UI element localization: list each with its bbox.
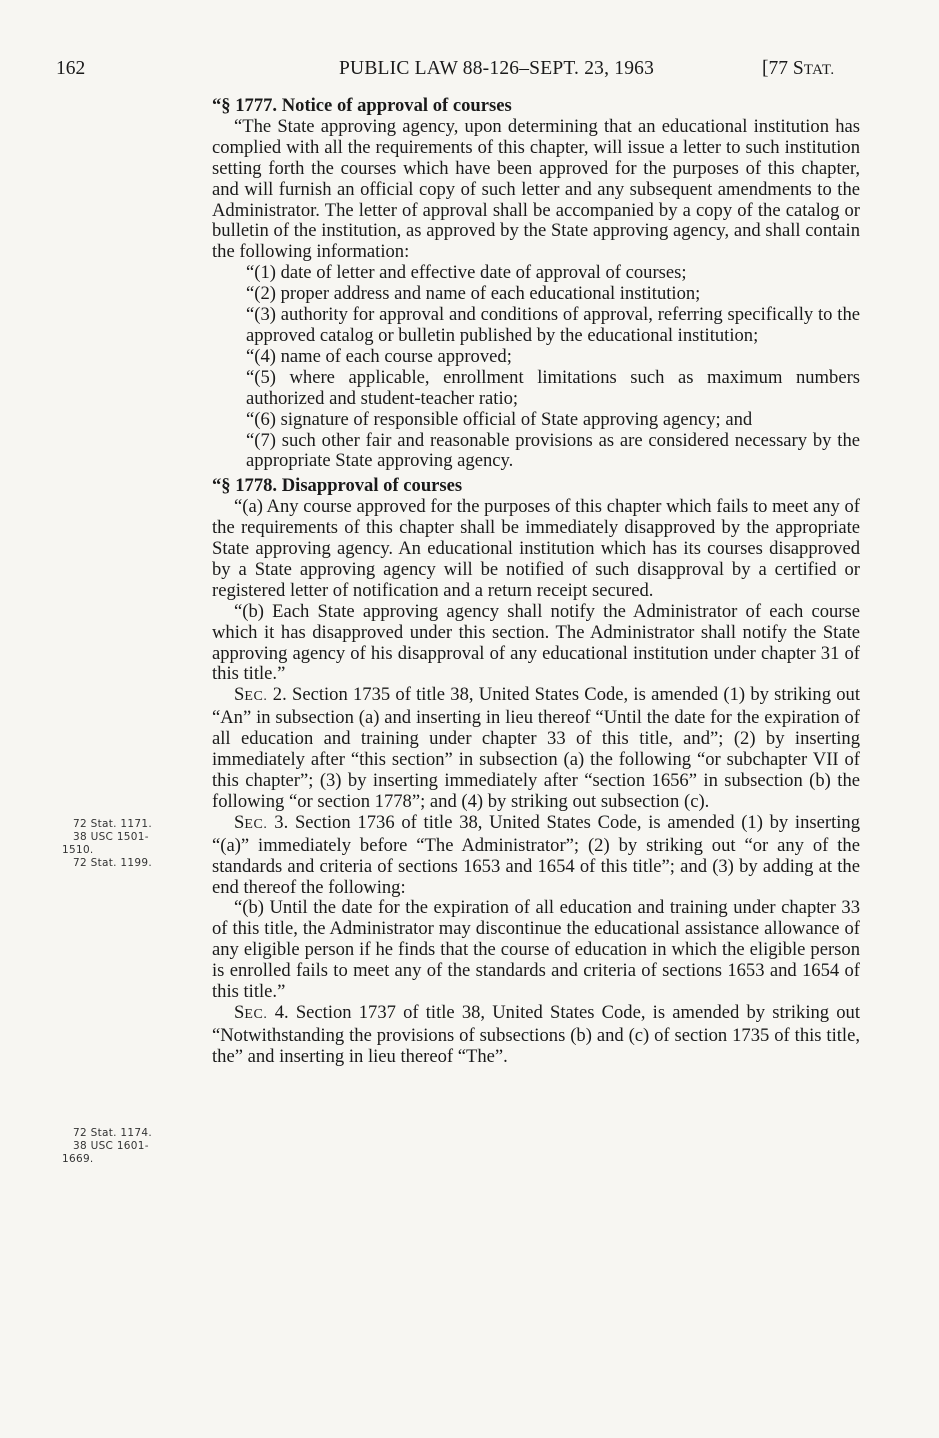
- sec-3-label-rest: EC.: [244, 816, 268, 832]
- sec-4-label-rest: EC.: [244, 1006, 268, 1022]
- list-item: “(3) authority for approval and conditions of approval, referring specifically to the approved catalog or bulletin published by the educational institution;: [246, 304, 860, 346]
- margin-note-line: 72 Stat. 1171.: [73, 818, 152, 830]
- section-1778-para-a: “(a) Any course approved for the purposes of this chapter which fails to meet any of the requirements of this chapter shall be immediately disapproved by the appropriate State approving agency. An educational institution which has its courses disapproved by a State approving agency will be notified of such disapproval by a certified or registered letter of notification and a return receipt secured.: [212, 496, 860, 601]
- sec-4-label-s: S: [234, 1001, 245, 1023]
- margin-note-2: [62, 1127, 152, 1166]
- margin-note-line: 38 USC 1501-: [73, 831, 149, 843]
- margin-note-line: 1669.: [62, 1153, 94, 1165]
- margin-note-line: 38 USC 1601-: [73, 1140, 149, 1152]
- margin-note-line: 1510.: [62, 844, 94, 856]
- section-1777-heading: “§ 1777. Notice of approval of courses: [212, 95, 512, 116]
- margin-note-line: 72 Stat. 1199.: [73, 857, 152, 869]
- statute-reference: [762, 58, 835, 80]
- margin-note-line: 72 Stat. 1174.: [73, 1127, 152, 1139]
- sec-3-paragraph: [212, 813, 860, 899]
- sec-3-label-s: S: [234, 811, 245, 833]
- page-header: [56, 58, 856, 82]
- list-item: “(4) name of each course approved;: [246, 345, 512, 367]
- sec-2-label-s: S: [234, 684, 245, 706]
- main-text: [212, 96, 860, 1068]
- margin-note-1: [62, 818, 152, 870]
- list-item: “(5) where applicable, enrollment limitations such as maximum numbers authorized and student-teacher ratio;: [246, 366, 860, 409]
- sec-2-text: 2. Section 1735 of title 38, United States Code, is amended (1) by striking out “An” in subsection (a) and inserting in lieu thereof “Until the date for the expiration of all education and training under chapter 33 of this title, and”; (2) by inserting immediately after “this section” in subsection (a) the following “or subchapter VII of this chapter”; (3) by inserting immediately after “section 1656” in subsection (b) the following “or section 1778”; and (4) by striking out subsection (c).: [212, 684, 860, 812]
- sec-4-text: 4. Section 1737 of title 38, United States Code, is amended by striking out “Notwithstanding the provisions of subsections (b) and (c) of section 1735 of this title, the” and inserting in lieu thereof “The”.: [212, 1001, 860, 1067]
- section-1778-heading: “§ 1778. Disapproval of courses: [212, 475, 463, 497]
- list-item: “(1) date of letter and effective date of approval of courses;: [246, 262, 687, 284]
- sec-3-para-b: “(b) Until the date for the expiration of all education and training under chapter 33 of this title, the Administrator may discontinue the educational assistance allowance of any eligible person if he finds that the course of education in which the eligible person is enrolled fails to meet any of the standards and criteria of sections 1653 and 1654 of this title.”: [212, 897, 860, 1003]
- list-item: “(6) signature of responsible official of State approving agency; and: [246, 408, 753, 430]
- list-item: “(7) such other fair and reasonable provisions as are considered necessary by the appropriate State approving agency.: [246, 429, 860, 472]
- statute-prefix: [77 S: [762, 58, 804, 79]
- sec-3-text: 3. Section 1736 of title 38, United States Code, is amended (1) by inserting “(a)” immediately before “The Administrator”; (2) by striking out “or any of the standards and criteria of sections 1653 and 1654 of this title”; and (3) by adding at the end thereof the following:: [212, 811, 860, 898]
- section-1778-para-b: “(b) Each State approving agency shall notify the Administrator of each course which it has disapproved under this section. The Administrator shall notify the State approving agency of his disapproval of any educational institution under chapter 31 of this title.”: [212, 600, 860, 685]
- sec-4-paragraph: [212, 1003, 860, 1068]
- section-1777-intro: “The State approving agency, upon determining that an educational institution has complied with all the requirements of this chapter, will issue a letter to such institution setting forth the courses which have been approved for the purposes of this chapter, and will furnish an official copy of such letter and any subsequent amendments to the Administrator. The letter of approval shall be accompanied by a copy of the catalog or bulletin of the institution, as approved by the State approving agency, and shall contain the following information:: [212, 115, 860, 263]
- sec-2-label-rest: EC.: [244, 689, 268, 705]
- statute-suffix: TAT.: [803, 62, 835, 78]
- list-item: “(2) proper address and name of each educational institution;: [246, 283, 701, 305]
- running-title: PUBLIC LAW 88-126–SEPT. 23, 1963: [339, 58, 655, 79]
- sec-2-paragraph: [212, 685, 860, 812]
- page-number: 162: [56, 58, 86, 79]
